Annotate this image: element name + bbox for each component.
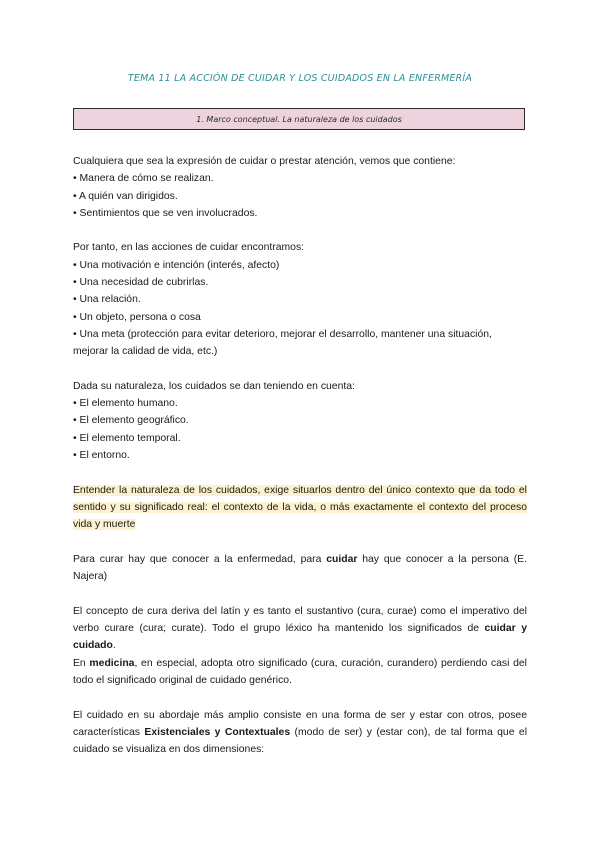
bold-term: cuidar [326,553,358,565]
bold-term: medicina [89,657,135,669]
list-item: • Una relación. [73,294,141,306]
list-item: • Sentimientos que se ven involucrados. [73,207,258,219]
document-title: TEMA 11 LA ACCIÓN DE CUIDAR Y LOS CUIDADOS EN LA ENFERMERÍA [127,73,473,84]
list-item: • Un objeto, persona o cosa [73,311,201,323]
list-item: • Manera de cómo se realizan. [73,173,214,185]
list-item: • El elemento geográfico. [73,415,189,427]
section-heading-box [73,108,525,130]
highlight-text: Entender la naturaleza de los cuidados, exige situarlos dentro del único contexto que da todo el sentido y su significado real: el contexto de la vida, o más exactamente el contexto del proceso vida y muerte [73,484,527,531]
section-heading: 1. Marco conceptual. La naturaleza de los cuidados [196,115,402,124]
list-item: • Una motivación e intención (interés, afecto) [73,259,280,271]
document-body [73,153,527,758]
paragraph-abordaje: El cuidado en su abordaje más amplio consiste en una forma de ser y estar con otros, posee características Existenciales y Contextuales (modo de ser) y (estar con), de tal forma que el cuidado se visualiza en dos dimensiones: [73,709,527,756]
list-item: • El entorno. [73,450,130,462]
paragraph-concepto-cura: El concepto de cura deriva del latín y es tanto el sustantivo (cura, curae) como el imperativo del verbo curare (cura; curate). Todo el grupo léxico ha mantenido los significados de cuidar y cuidado. [73,605,527,652]
paragraph-curar-cuidar: Para curar hay que conocer a la enfermedad, para cuidar hay que conocer a la persona (E. Najera) [73,553,527,583]
highlighted-paragraph [73,482,527,534]
list-item: • El elemento temporal. [73,432,181,444]
list-item: • A quién van dirigidos. [73,190,178,202]
bold-term: Existenciales y Contextuales [144,726,291,738]
bold-term: cuidar y cuidado [73,623,527,652]
paragraph-medicina: En medicina, en especial, adopta otro significado (cura, curación, curandero) perdiendo casi del todo el significado original de cuidado genérico. [73,657,527,686]
list-item: • Una necesidad de cubrirlas. [73,277,209,289]
paragraph-intro-3: Dada su naturaleza, los cuidados se dan teniendo en cuenta: [73,380,355,392]
paragraph-intro-1: Cualquiera que sea la expresión de cuidar o prestar atención, vemos que contiene: [73,156,456,167]
list-item: • Una meta (protección para evitar deterioro, mejorar el desarrollo, mantener una situación, mejorar la calidad de vida, etc.) [73,328,492,358]
paragraph-intro-2: Por tanto, en las acciones de cuidar encontramos: [73,242,305,254]
list-item: • El elemento humano. [73,398,178,410]
